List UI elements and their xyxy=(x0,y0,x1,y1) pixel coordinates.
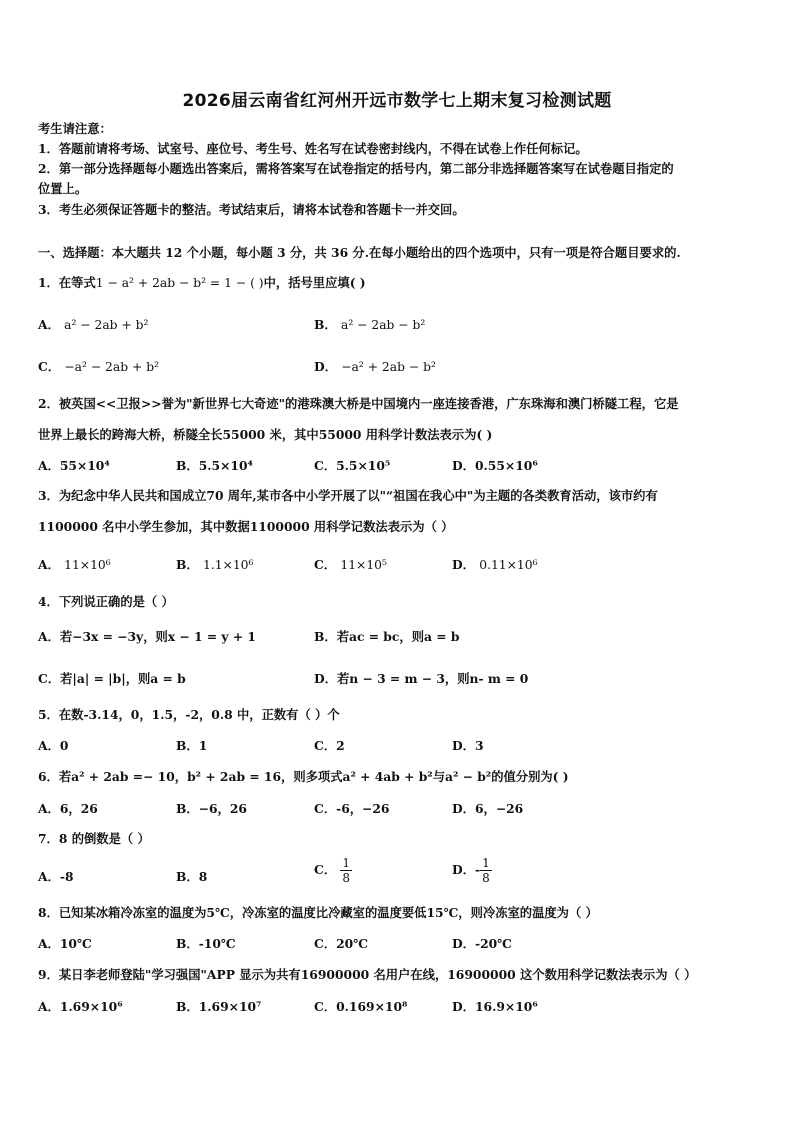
section-heading: 一、选择题：本大题共 12 个小题，每小题 3 分，共 36 分.在每小题给出的四个选项中，只有一项是符合题目要求的. xyxy=(38,245,681,260)
q5-option-d: D．3 xyxy=(452,738,484,753)
q1-option-a xyxy=(38,316,148,334)
q7-c-denominator: 8 xyxy=(342,871,351,885)
question-5-stem: 5．在数-3.14，0，1.5，-2，0.8 中，正数有（ ）个 xyxy=(38,707,340,722)
notice-item-3: 3．考生必须保证答题卡的整洁。考试结束后，请将本试卷和答题卡一并交回。 xyxy=(38,202,465,217)
q1-b-math: a² − 2ab − b² xyxy=(340,318,426,332)
q1-stem-suffix: 中，括号里应填( ) xyxy=(263,275,366,290)
q3-d-label: D． xyxy=(452,557,475,572)
question-7-stem: 7．8 的倒数是（ ） xyxy=(38,831,150,846)
q6-option-b: B．−6，26 xyxy=(176,801,247,816)
question-2-line-1: 2．被英国<<卫报>>誉为"新世界七大奇迹"的港珠澳大桥是中国境内一座连接香港，广东珠海和澳门桥隧工程，它是 xyxy=(38,396,679,411)
question-6-stem: 6．若a² + 2ab =− 10，b² + 2ab = 16，则多项式a² + 4ab + b²与a² − b²的值分别为( ) xyxy=(38,769,569,784)
q3-b-label: B． xyxy=(176,557,199,572)
q1-option-b xyxy=(314,316,425,334)
q3-a-label: A． xyxy=(38,557,60,572)
q7-option-d xyxy=(452,856,492,885)
q3-option-b xyxy=(176,556,253,574)
q3-b-math: 1.1×10⁶ xyxy=(202,558,254,572)
q8-option-b: B．-10℃ xyxy=(176,936,236,951)
q3-option-c xyxy=(314,556,387,574)
q1-d-math: −a² + 2ab − b² xyxy=(341,360,436,374)
page-title: 2026届云南省红河州开远市数学七上期末复习检测试题 xyxy=(182,91,612,111)
q7-c-label: C． xyxy=(314,862,337,877)
q1-b-label: B． xyxy=(314,317,337,332)
q6-option-a: A．6，26 xyxy=(38,801,98,816)
q7-d-label: D．- xyxy=(452,862,481,877)
q5-option-b: B．1 xyxy=(176,738,208,753)
q5-option-a: A．0 xyxy=(38,738,69,753)
q7-option-c xyxy=(314,856,352,885)
q1-stem-prefix: 1．在等式 xyxy=(38,275,96,290)
q1-a-label: A． xyxy=(38,317,60,332)
q3-a-math: 11×10⁶ xyxy=(64,558,111,572)
notice-item-2: 2．第一部分选择题每小题选出答案后，需将答案写在试卷指定的括号内，第二部分非选择题答案写在试卷题目指定的 xyxy=(38,161,674,176)
q9-option-b: B．1.69×10⁷ xyxy=(176,999,262,1014)
q2-option-d: D．0.55×10⁶ xyxy=(452,458,538,473)
question-8-stem: 8．已知某冰箱冷冻室的温度为5℃，冷冻室的温度比冷藏室的温度要低15℃，则冷冻室的温度为（ ） xyxy=(38,905,598,920)
question-9-stem: 9．某日李老师登陆"学习强国"APP 显示为共有16900000 名用户在线，16900000 这个数用科学记数法表示为（ ） xyxy=(38,967,697,982)
q4-option-a: A．若−3x = −3y，则x − 1 = y + 1 xyxy=(38,629,256,644)
q7-c-numerator: 1 xyxy=(342,856,351,870)
q1-c-label: C． xyxy=(38,359,61,374)
q8-option-d: D．-20℃ xyxy=(452,936,512,951)
q9-option-d: D．16.9×10⁶ xyxy=(452,999,538,1014)
notice-item-1: 1．答题前请将考场、试室号、座位号、考生号、姓名写在试卷密封线内，不得在试卷上作任何标记。 xyxy=(38,141,588,156)
q2-option-b: B．5.5×10⁴ xyxy=(176,458,253,473)
q1-option-d xyxy=(314,358,436,376)
q3-c-label: C． xyxy=(314,557,337,572)
question-4-stem: 4．下列说正确的是（ ） xyxy=(38,594,174,609)
q9-option-a: A．1.69×10⁶ xyxy=(38,999,123,1014)
q2-option-a: A．55×10⁴ xyxy=(38,458,110,473)
q7-option-b: B．8 xyxy=(176,869,208,884)
q1-d-label: D． xyxy=(314,359,337,374)
q8-option-c: C．20℃ xyxy=(314,936,368,951)
q3-option-a xyxy=(38,556,111,574)
q7-option-a: A．-8 xyxy=(38,869,74,884)
q7-d-denominator: 8 xyxy=(482,871,490,885)
q4-option-c: C．若|a| = |b|，则a = b xyxy=(38,671,186,686)
q3-d-math: 0.11×10⁶ xyxy=(479,558,538,572)
question-3-line-2: 1100000 名中小学生参加，其中数据1100000 用科学记数法表示为（ ） xyxy=(38,519,454,534)
q7-c-fraction xyxy=(340,856,352,885)
q9-option-c: C．0.169×10⁸ xyxy=(314,999,408,1014)
question-2-line-2: 世界上最长的跨海大桥，桥隧全长55000 米，其中55000 用科学计数法表示为( ) xyxy=(38,427,493,442)
q1-option-c xyxy=(38,358,159,376)
question-3-line-1: 3．为纪念中华人民共和国成立70 周年,某市各中小学开展了以"“祖国在我心中"为主题的各类教育活动，该市约有 xyxy=(38,488,658,503)
q7-d-numerator: 1 xyxy=(482,856,490,870)
q6-option-c: C．-6，−26 xyxy=(314,801,390,816)
q2-option-c: C．5.5×10⁵ xyxy=(314,458,391,473)
q4-option-b: B．若ac = bc，则a = b xyxy=(314,629,460,644)
notice-item-2-cont: 位置上。 xyxy=(38,181,88,196)
q7-d-fraction xyxy=(480,856,492,885)
q3-option-d xyxy=(452,556,538,574)
q1-c-math: −a² − 2ab + b² xyxy=(64,360,160,374)
question-1-stem xyxy=(38,274,366,292)
notice-heading: 考生请注意： xyxy=(38,121,112,136)
q1-equation: 1 − a² + 2ab − b² = 1 − ( ) xyxy=(95,276,264,290)
q5-option-c: C．2 xyxy=(314,738,345,753)
q4-option-d: D．若n − 3 = m − 3，则n‑ m = 0 xyxy=(314,671,529,686)
q3-c-math: 11×10⁵ xyxy=(340,558,387,572)
q8-option-a: A．10℃ xyxy=(38,936,92,951)
q1-a-math: a² − 2ab + b² xyxy=(64,318,149,332)
q6-option-d: D．6，−26 xyxy=(452,801,524,816)
